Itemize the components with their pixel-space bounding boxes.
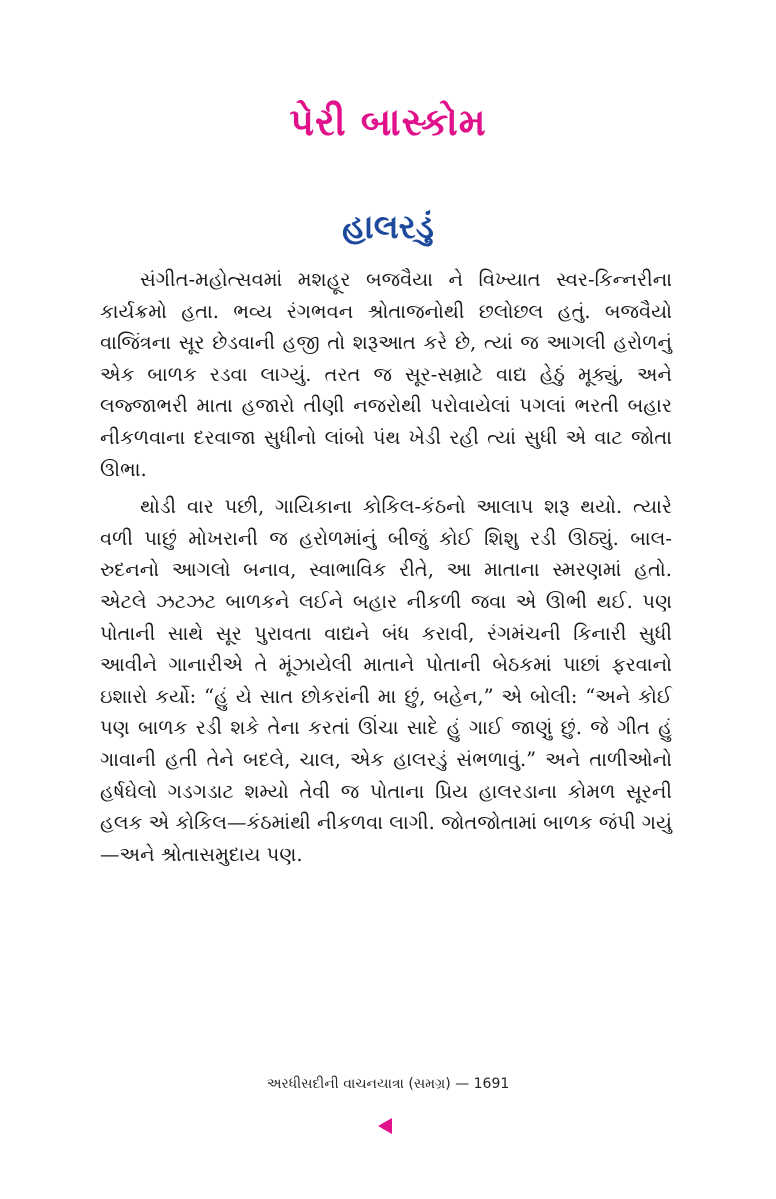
story-title: હાલરડું bbox=[342, 207, 434, 246]
author-name: પેરી બાસ્કોમ bbox=[289, 100, 487, 144]
story-body bbox=[100, 264, 672, 876]
page-footer: અરધીસદીની વાચનયાત્રા (સમગ્ર) — 1691 bbox=[266, 1076, 510, 1092]
paragraph-1: સંગીત-મહોત્સવમાં મશહૂર બજવૈયા ને વિખ્યાત સ્વર-કિન્નરીના કાર્યક્રમો હતા. ભવ્ય રંગભવન શ્રોતાજનોથી છલોછલ હતું. બજવૈયો વાજિંત્રના સૂર છેડવાની હજી તો શરૂઆત કરે છે, ત્યાં જ આગલી હરોળનું એક બાળક રડવા લાગ્યું. તરત જ સૂર-સમ્રાટે વાદ્ય હેઠું મૂક્યું, અને લજ્જાભરી માતા હજારો તીણી નજરોથી પરોવાયેલાં પગલાં ભરતી બહાર નીકળવાના દરવાજા સુધીનો લાંબો પંથ ખેડી રહી ત્યાં સુધી એ વાટ જોતા ઊભા. bbox=[100, 268, 672, 481]
paragraph-2: થોડી વાર પછી, ગાયિકાના કોકિલ-કંઠનો આલાપ શરૂ થયો. ત્યારે વળી પાછું મોખરાની જ હરોળમાંનું બીજું કોઈ શિશુ રડી ઊઠ્યું. બાલ-રુદનનો આગલો બનાવ, સ્વાભાવિક રીતે, આ માતાના સ્મરણમાં હતો. એટલે ઝટઝટ બાળકને લઈને બહાર નીકળી જવા એ ઊભી થઈ. પણ પોતાની સાથે સૂર પુરાવતા વાદ્યને બંધ કરાવી, રંગમંચની કિનારી સુધી આવીને ગાનારીએ તે મૂંઝાયેલી માતાને પોતાની બેઠકમાં પાછાં ફરવાનો ઇશારો કર્યો: “હું યે સાત છોકરાંની મા છું, બહેન,” એ બોલી: “અને કોઈ પણ બાળક રડી શકે તેના કરતાં ઊંચા સાદે હું ગાઈ જાણું છું. જે ગીત હું ગાવાની હતી તેને બદલે, ચાલ, એક હાલરડું સંભળાવું.” અને તાળીઓનો હર્ષઘેલો ગડગડાટ શમ્યો તેવી જ પોતાના પ્રિય હાલરડાના કોમળ સૂરની હલક એ કોકિલ—કંઠમાંથી નીકળવા લાગી. જોતજોતામાં બાળક જંપી ગયું—અને શ્રોતાસમુદાય પણ. bbox=[100, 495, 672, 866]
triangle-left-icon[interactable] bbox=[378, 1118, 392, 1134]
